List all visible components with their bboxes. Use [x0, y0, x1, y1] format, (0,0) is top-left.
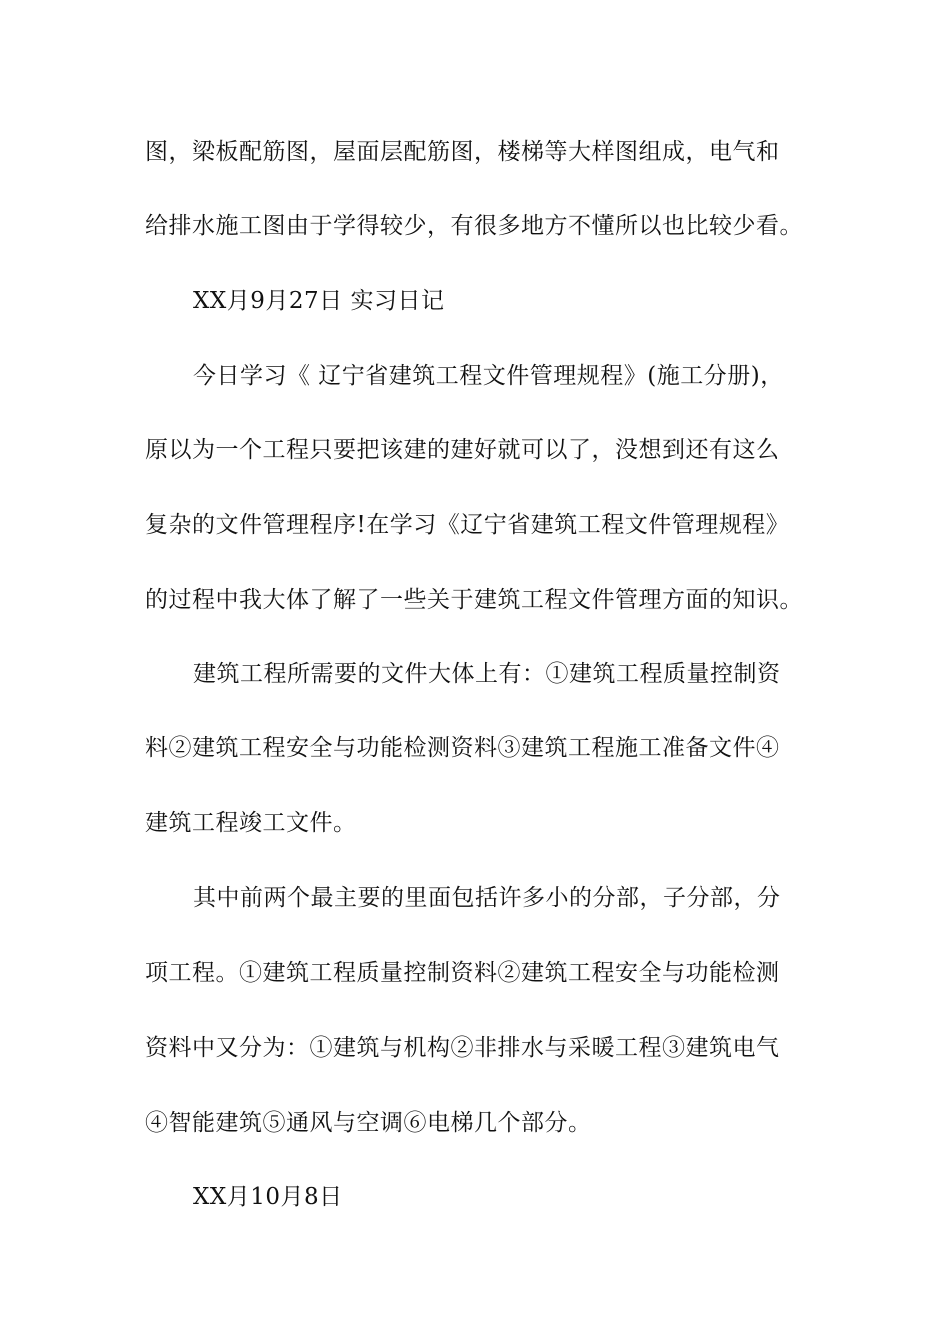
text-line: 资料中又分为：①建筑与机构②非排水与采暖工程③建筑电气	[145, 1035, 780, 1061]
diary-date-heading: XX月10月8日	[193, 1184, 343, 1210]
diary-date-heading: XX月9月27日 实习日记	[193, 288, 445, 314]
text-line: 建筑工程所需要的文件大体上有：①建筑工程质量控制资	[193, 661, 781, 687]
text-line: ④智能建筑⑤通风与空调⑥电梯几个部分。	[145, 1110, 592, 1136]
text-line: 复杂的文件管理程序!在学习《辽宁省建筑工程文件管理规程》	[145, 512, 790, 538]
text-line: 今日学习《 辽宁省建筑工程文件管理规程》(施工分册)，	[193, 363, 784, 389]
text-line: 其中前两个最主要的里面包括许多小的分部，子分部，分	[193, 885, 781, 911]
text-line: 的过程中我大体了解了一些关于建筑工程文件管理方面的知识。	[145, 587, 803, 613]
text-line: 建筑工程竣工文件。	[145, 810, 357, 836]
text-line: 料②建筑工程安全与功能检测资料③建筑工程施工准备文件④	[145, 735, 780, 761]
text-line: 原以为一个工程只要把该建的建好就可以了，没想到还有这么	[145, 437, 780, 463]
text-line: 项工程。①建筑工程质量控制资料②建筑工程安全与功能检测	[145, 960, 780, 986]
text-line: 图，梁板配筋图，屋面层配筋图，楼梯等大样图组成，电气和	[145, 139, 780, 165]
text-line: 给排水施工图由于学得较少，有很多地方不懂所以也比较少看。	[145, 213, 803, 239]
